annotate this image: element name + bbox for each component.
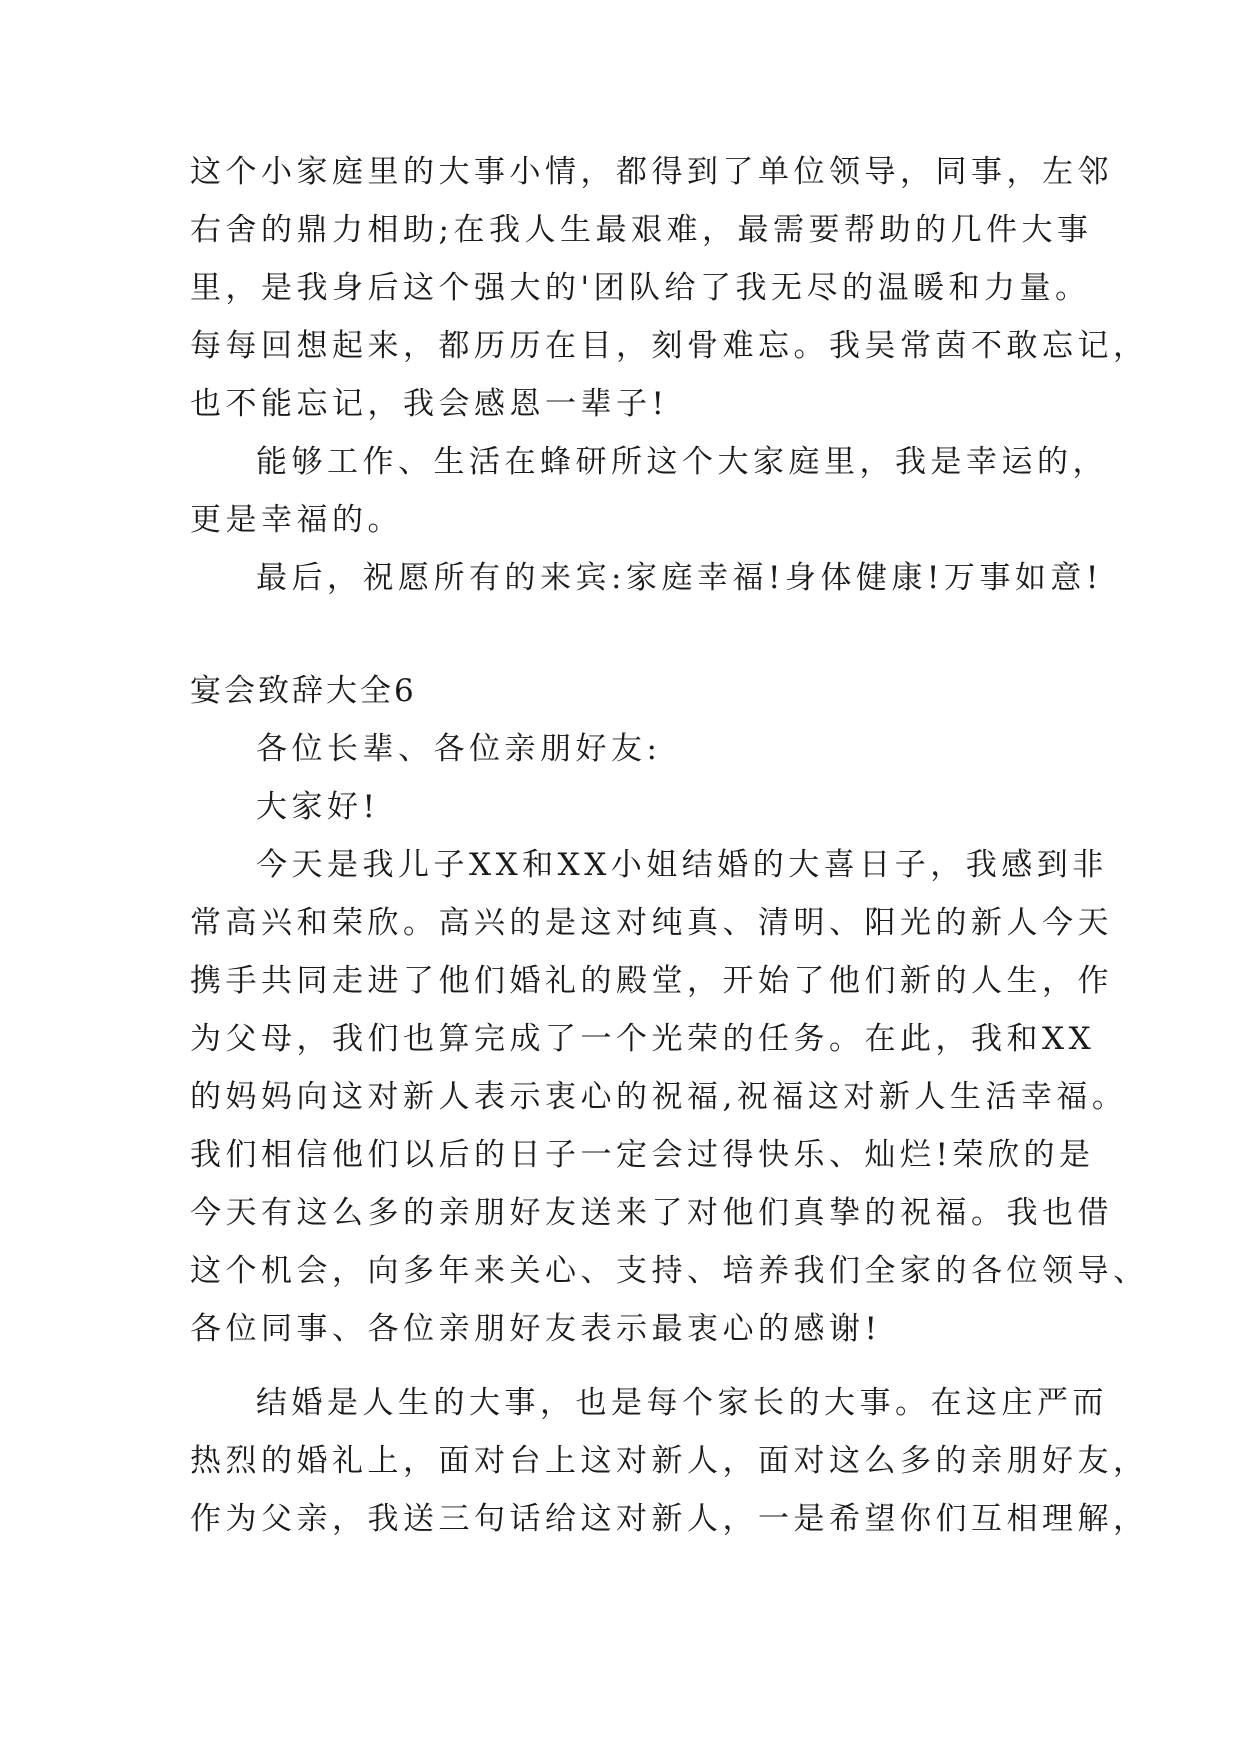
paragraph-line: 能够工作、生活在蜂研所这个大家庭里，我是幸运的， [256, 444, 1108, 480]
paragraph-line: 的妈妈向这对新人表示衷心的祝福,祝福这对新人生活幸福。 [190, 1079, 1128, 1115]
paragraph-line: 里，是我身后这个强大的'团队给了我无尽的温暖和力量。 [190, 270, 1091, 306]
greeting: 大家好! [256, 789, 380, 825]
paragraph-line: 这个机会，向多年来关心、支持、培养我们全家的各位领导、 [190, 1253, 1149, 1289]
paragraph-line: 为父母，我们也算完成了一个光荣的任务。在此，我和XX [190, 1021, 1096, 1057]
paragraph-line: 携手共同走进了他们婚礼的殿堂，开始了他们新的人生，作 [190, 963, 1113, 999]
paragraph-line: 更是幸福的。 [190, 502, 403, 538]
paragraph-line: 作为父亲，我送三句话给这对新人，一是希望你们互相理解， [190, 1501, 1149, 1537]
paragraph-line: 常高兴和荣欣。高兴的是这对纯真、清明、阳光的新人今天 [190, 905, 1113, 941]
paragraph-line: 今天有这么多的亲朋好友送来了对他们真挚的祝福。我也借 [190, 1195, 1113, 1231]
paragraph-line: 也不能忘记，我会感恩一辈子! [190, 386, 669, 422]
paragraph-line: 这个小家庭里的大事小情，都得到了单位领导，同事，左邻 [190, 154, 1113, 190]
paragraph-line: 今天是我儿子XX和XX小姐结婚的大喜日子，我感到非 [256, 847, 1108, 883]
paragraph-line: 热烈的婚礼上，面对台上这对新人，面对这么多的亲朋好友， [190, 1443, 1149, 1479]
paragraph-line: 我们相信他们以后的日子一定会过得快乐、灿烂!荣欣的是 [190, 1137, 1095, 1173]
paragraph-line: 每每回想起来，都历历在目，刻骨难忘。我吴常茵不敢忘记， [190, 328, 1149, 364]
paragraph-line: 右舍的鼎力相助;在我人生最艰难，最需要帮助的几件大事 [190, 212, 1093, 248]
paragraph-line: 结婚是人生的大事，也是每个家长的大事。在这庄严而 [256, 1385, 1108, 1421]
paragraph-line: 最后，祝愿所有的来宾:家庭幸福!身体健康!万事如意! [256, 560, 1103, 596]
paragraph-line: 各位同事、各位亲朋好友表示最衷心的感谢! [190, 1311, 882, 1347]
section-title: 宴会致辞大全6 [190, 673, 417, 709]
salutation: 各位长辈、各位亲朋好友: [256, 731, 662, 767]
